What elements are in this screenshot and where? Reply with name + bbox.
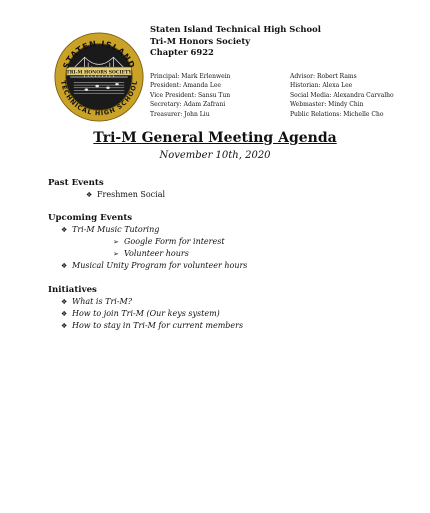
arrow-bullet-icon: ➢ [113,238,119,246]
list-item: ❖ Freshmen Social [86,190,166,199]
seal-banner-text: TRI-M HONORS SOCIETY [66,70,132,76]
diamond-bullet-icon: ❖ [61,226,68,234]
arrow-bullet-icon: ➢ [113,250,119,258]
agenda-date: November 10th, 2020 [159,150,271,161]
officer-list-right [290,72,394,119]
list-item: ❖ Musical Unity Program for volunteer hours [61,261,248,270]
chapter-number: Chapter 6922 [150,47,214,57]
officer-social-media: Social Media: Alexandra Carvalho [290,91,394,99]
list-item: ❖ Tri-M Music Tutoring [61,225,160,234]
section-heading-initiatives: Initiatives [48,285,97,295]
seal-top-text: STATEN ISLAND [60,38,138,71]
organization-header [150,24,321,59]
officer-public-relations: Public Relations: Michelle Cho [290,110,384,118]
society-name: Tri-M Honors Society [150,35,251,46]
officer-list-left [150,72,230,119]
diamond-bullet-icon: ❖ [86,191,93,199]
diamond-bullet-icon: ❖ [61,298,68,306]
officer-treasurer: Treasurer: John Liu [150,110,210,118]
officer-president: President: Amanda Lee [150,82,221,90]
officer-principal: Principal: Mark Erlenwein [150,73,231,80]
diamond-bullet-icon: ❖ [61,322,68,330]
officer-webmaster: Webmaster: Mindy Chin [290,101,364,109]
school-name: Staten Island Technical High School [150,24,321,34]
sub-list-item: ➢ Google Form for interest [113,237,225,246]
agenda-title: Tri-M General Meeting Agenda [93,130,337,146]
list-item: ❖ How to stay in Tri-M for current members [61,321,244,330]
list-item: ❖ How to join Tri-M (Our keys system) [61,309,220,318]
sub-list-item: ➢ Volunteer hours [113,249,189,258]
officer-historian: Historian: Alexa Lee [290,82,353,90]
section-heading-past-events: Past Events [48,178,104,188]
officer-secretary: Secretary: Adam Zafrani [150,101,226,109]
list-item: ❖ What is Tri-M? [61,297,133,306]
seal-bottom-text: TECHNICAL HIGH SCHOOL [58,80,140,118]
section-heading-upcoming-events: Upcoming Events [48,213,133,223]
diamond-bullet-icon: ❖ [61,310,68,318]
diamond-bullet-icon: ❖ [61,262,68,270]
officer-advisor: Advisor: Robert Rams [290,73,357,80]
officer-vice-president: Vice President: Sansu Tun [150,91,231,99]
tri-m-seal-logo [54,32,144,122]
